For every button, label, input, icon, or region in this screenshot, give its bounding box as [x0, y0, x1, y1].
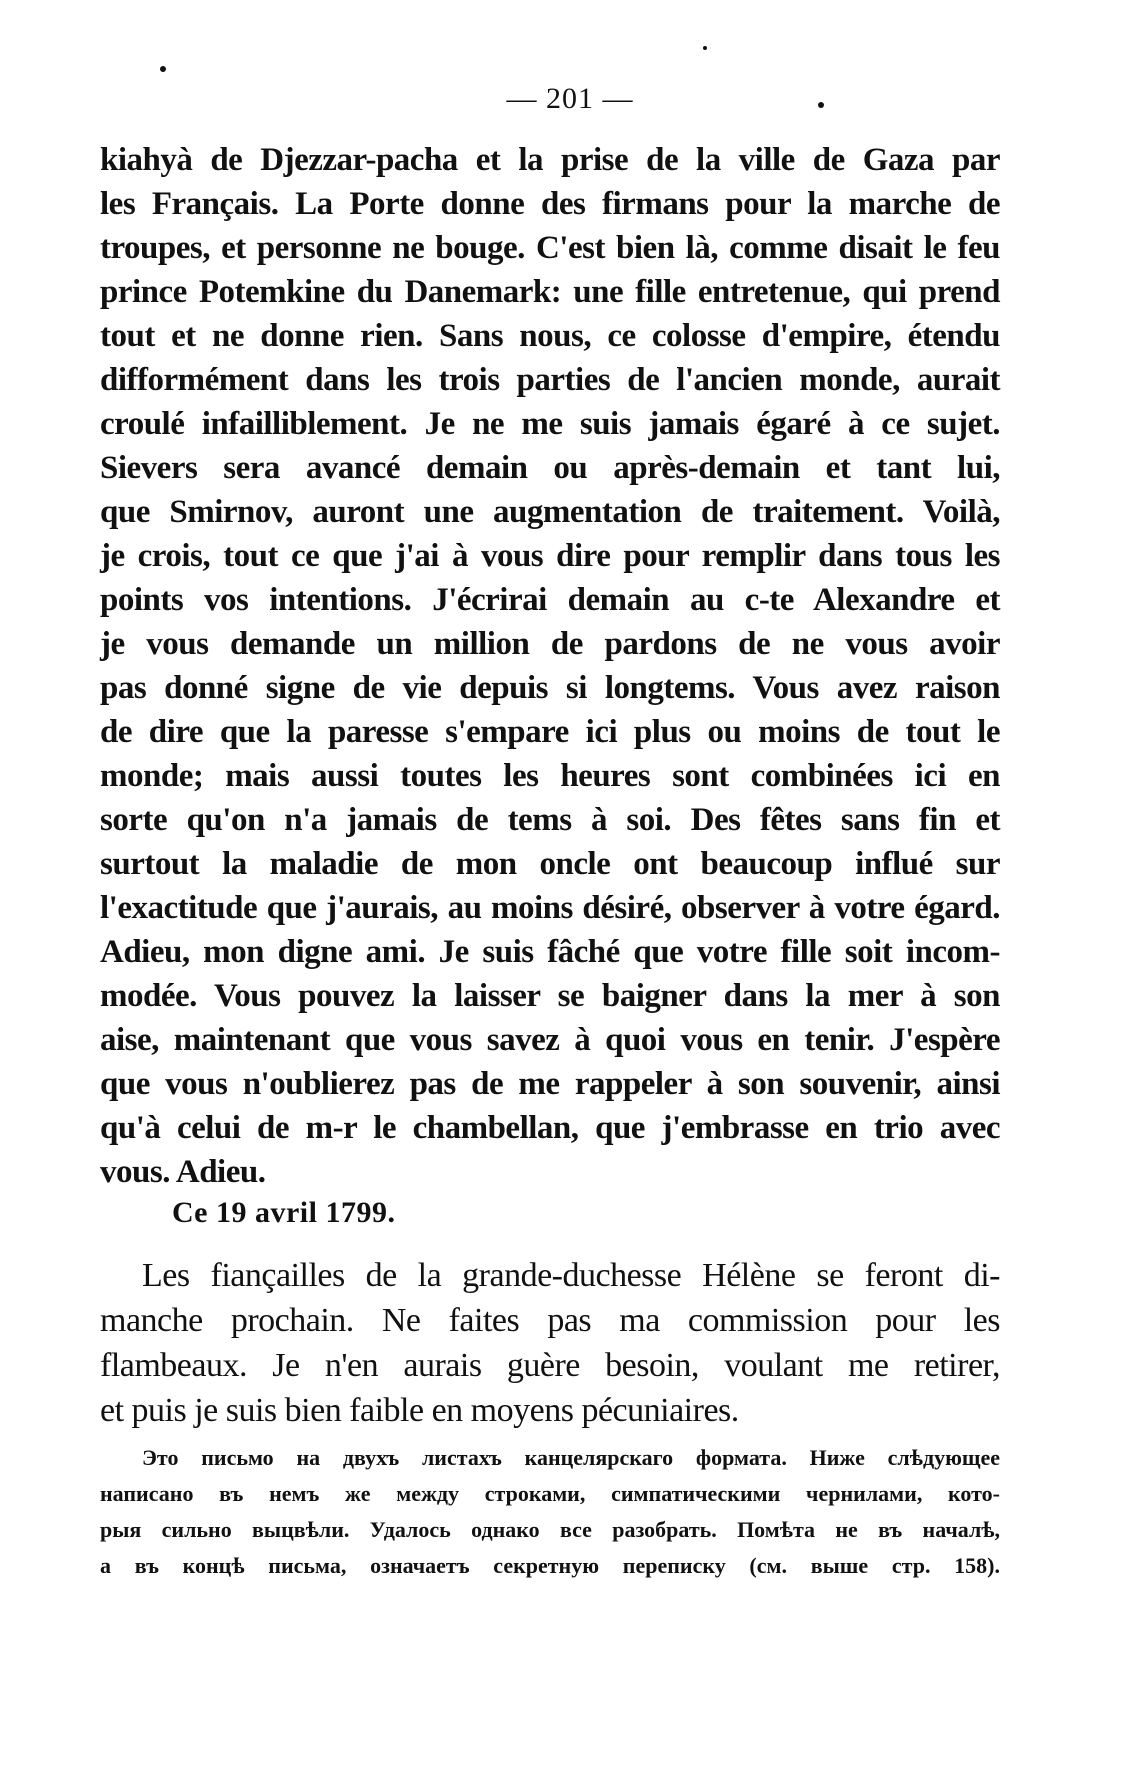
ink-speck — [160, 66, 166, 72]
text-line: que vous n'oublierez pas de me rappeler à son souvenir, ainsi — [100, 1066, 1000, 1102]
text-line: les Français. La Porte donne des firmans pour la marche de — [100, 186, 1000, 222]
text-line: surtout la maladie de mon oncle ont beaucoup influé sur — [100, 846, 1000, 882]
text-line: qu'à celui de m-r le chambellan, que j'embrasse en trio avec — [100, 1110, 1000, 1146]
text-line: l'exactitude que j'aurais, au moins désiré, observer à votre égard. — [100, 890, 1000, 926]
text-line: Это письмо на двухъ листахъ канцелярскаго формата. Ниже слѣдующее — [142, 1445, 1000, 1470]
text-line: croulé infailliblement. Je ne me suis jamais égaré à ce sujet. — [100, 406, 1000, 442]
letter-text — [100, 138, 1000, 1194]
text-line: написано въ немъ же между строками, симпатическими чернилами, кото- — [100, 1481, 1000, 1506]
letter-date: Ce 19 avril 1799. — [172, 1196, 396, 1229]
text-line: Adieu, mon digne ami. Je suis fâché que votre fille soit incom- — [100, 934, 1000, 970]
text-line: points vos intentions. J'écrirai demain au c-te Alexandre et — [100, 582, 1000, 618]
text-line: kiahyà de Djezzar-pacha et la prise de la ville de Gaza par — [100, 142, 1000, 178]
text-line: que Smirnov, auront une augmentation de traitement. Voilà, — [100, 494, 1000, 530]
text-line: Les fiançailles de la grande-duchesse Hélène se feront di- — [142, 1257, 1000, 1294]
text-line: je vous demande un million de pardons de ne vous avoir — [100, 626, 1000, 662]
text-line: modée. Vous pouvez la laisser se baigner dans la mer à son — [100, 978, 1000, 1014]
page-number: — 201 — — [506, 82, 634, 115]
text-line: vous. Adieu. — [100, 1154, 266, 1190]
text-line: Sievers sera avancé demain ou après-demain et tant lui, — [100, 450, 1000, 486]
text-line: manche prochain. Ne faites pas ma commission pour les — [100, 1302, 1000, 1339]
text-line: et puis je suis bien faible en moyens pécuniaires. — [100, 1392, 739, 1429]
text-line: sorte qu'on n'a jamais de tems à soi. Des fêtes sans fin et — [100, 802, 1000, 838]
ink-speck — [703, 46, 707, 50]
editor-footnote — [100, 1440, 1000, 1584]
postscript-text — [100, 1253, 1000, 1433]
text-line: tout et ne donne rien. Sans nous, ce colosse d'empire, étendu — [100, 318, 1000, 354]
text-line: а въ концѣ письма, означаетъ секретную переписку (см. выше стр. 158). — [100, 1553, 1000, 1578]
text-line: troupes, et personne ne bouge. C'est bien là, comme disait le feu — [100, 230, 1000, 266]
text-line: aise, maintenant que vous savez à quoi vous en tenir. J'espère — [100, 1022, 1000, 1058]
text-line: prince Potemkine du Danemark: une fille entretenue, qui prend — [100, 274, 1000, 310]
text-line: flambeaux. Je n'en aurais guère besoin, voulant me retirer, — [100, 1347, 1000, 1384]
ink-speck — [818, 102, 824, 108]
text-line: pas donné signe de vie depuis si longtems. Vous avez raison — [100, 670, 1000, 706]
text-line: рыя сильно выцвѣли. Удалось однако все разобрать. Помѣта не въ началѣ, — [100, 1517, 1000, 1542]
text-line: monde; mais aussi toutes les heures sont combinées ici en — [100, 758, 1000, 794]
text-line: difformément dans les trois parties de l'ancien monde, aurait — [100, 362, 1000, 398]
text-line: de dire que la paresse s'empare ici plus ou moins de tout le — [100, 714, 1000, 750]
text-line: je crois, tout ce que j'ai à vous dire pour remplir dans tous les — [100, 538, 1000, 574]
